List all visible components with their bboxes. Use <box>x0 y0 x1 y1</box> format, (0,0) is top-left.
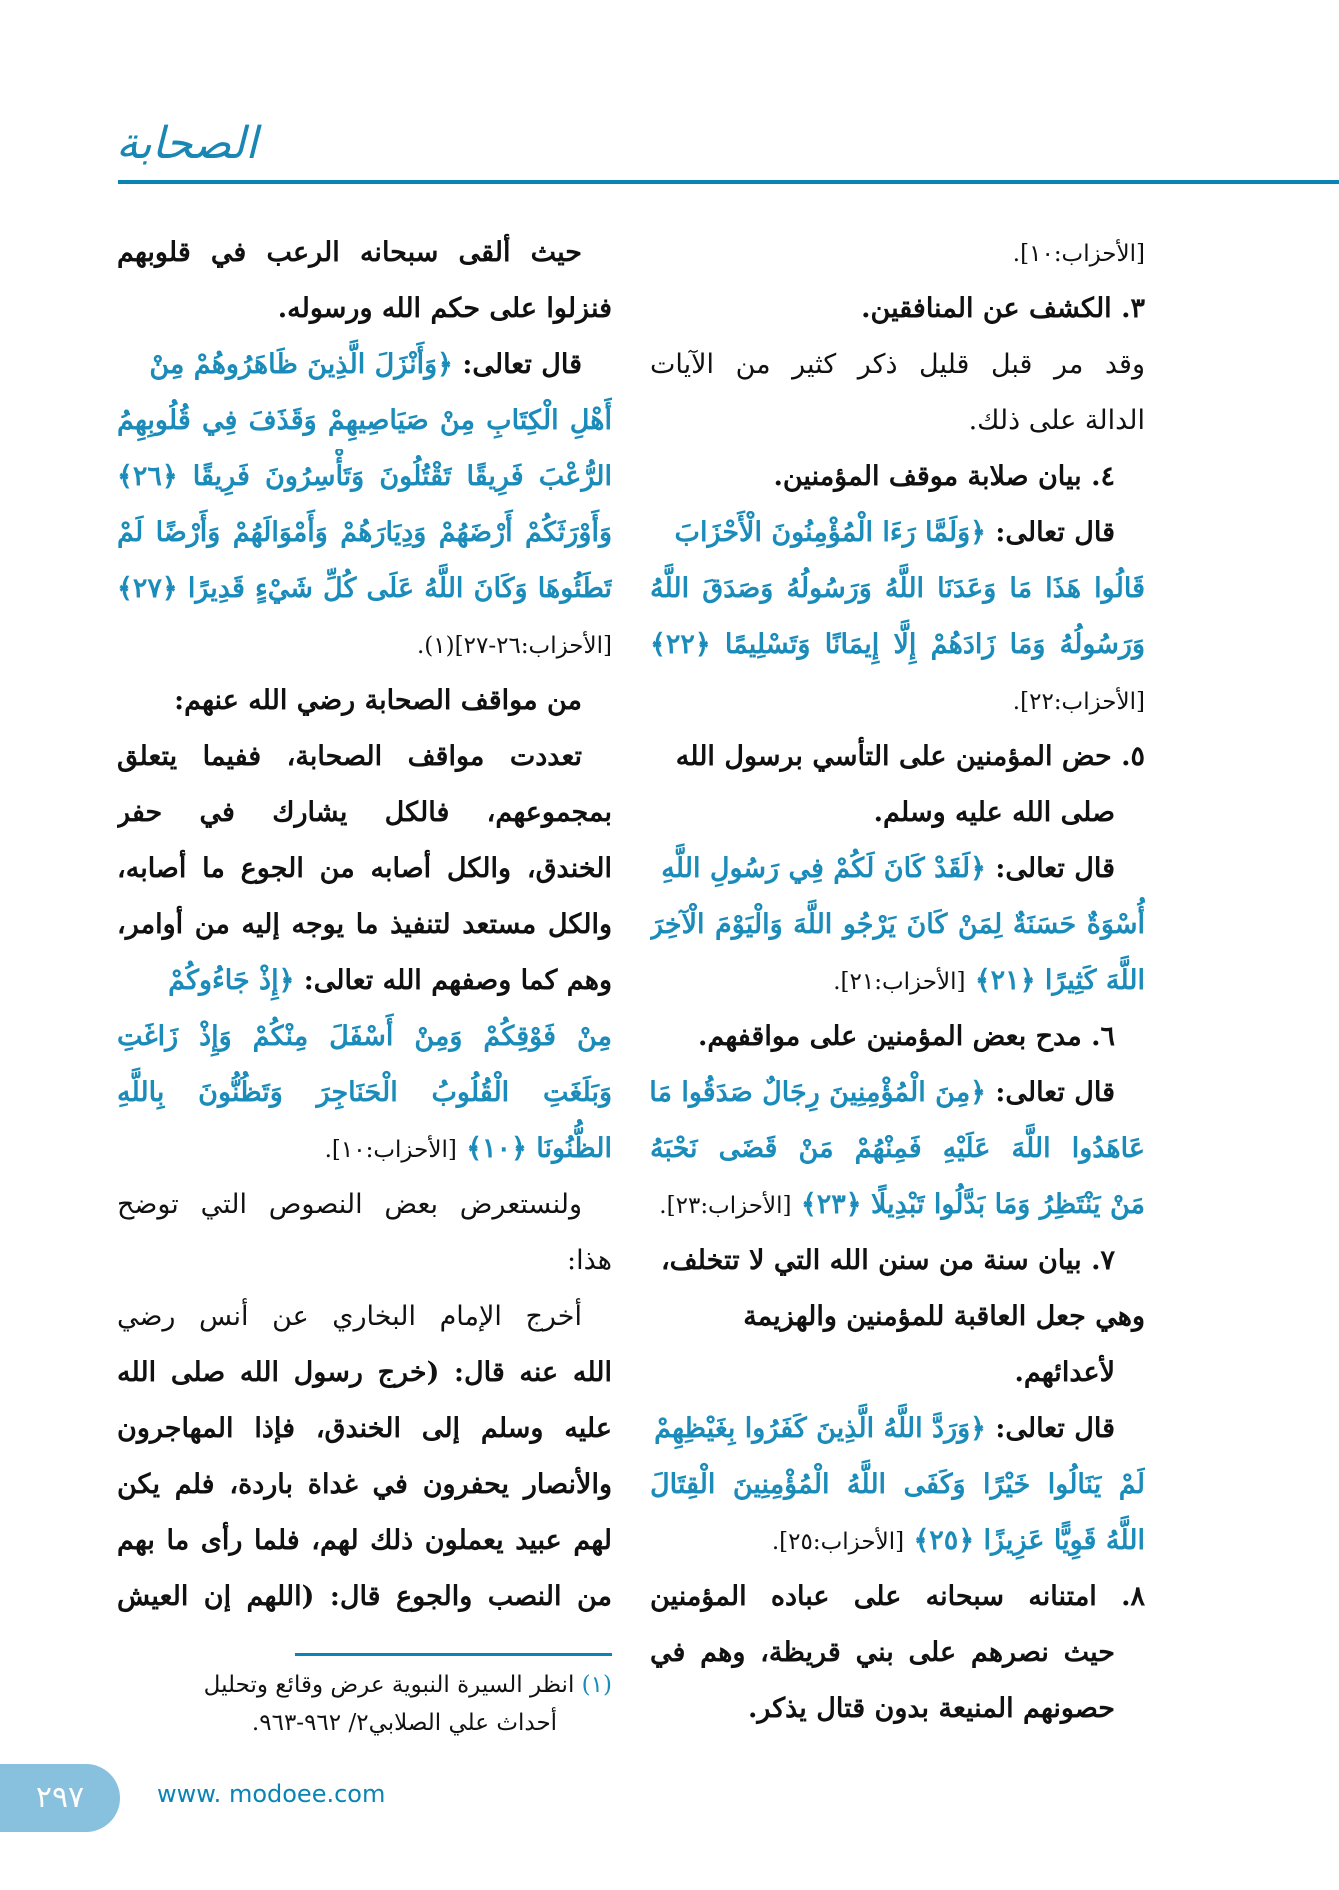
footnote-separator <box>295 1653 612 1656</box>
verse-reference: [الأحزاب:٢٣]. <box>659 1193 792 1219</box>
page-number: ٢٩٧ <box>35 1780 85 1815</box>
body-text: هذا: <box>566 1245 612 1276</box>
text-line <box>117 729 612 785</box>
text-line <box>117 449 612 505</box>
bold-text: ٤. بيان صلابة موقف المؤمنين. <box>773 461 1115 492</box>
body-text: الدالة على ذلك. <box>968 405 1145 436</box>
bold-text: عليه وسلم إلى الخندق، فإذا المهاجرون <box>117 1413 612 1444</box>
bold-text: تعددت مواقف الصحابة، ففيما يتعلق <box>117 741 582 772</box>
text-line <box>117 785 612 841</box>
text-line <box>650 449 1145 505</box>
text-line <box>650 505 1145 561</box>
text-line <box>117 673 612 729</box>
bold-text: وهي جعل العاقبة للمؤمنين والهزيمة <box>743 1301 1145 1332</box>
bold-text: قال تعالى: <box>985 1077 1115 1108</box>
body-text: وقد مر قبل قليل ذكر كثير من الآيات <box>650 349 1145 380</box>
quran-verse: اللَّهَ كَثِيرًا ﴿٢١﴾ <box>965 965 1145 996</box>
quran-verse: اللَّهُ قَوِيًّا عَزِيزًا ﴿٢٥﴾ <box>904 1525 1145 1556</box>
text-line <box>117 1009 612 1065</box>
text-line <box>117 1121 612 1177</box>
quran-verse: مِنْ فَوْقِكُمْ وَمِنْ أَسْفَلَ مِنْكُمْ وَإِذْ زَاغَتِ <box>117 1021 612 1052</box>
text-line <box>650 1681 1145 1737</box>
quran-verse: ﴿مِنَ الْمُؤْمِنِينَ رِجَالٌ صَدَقُوا مَا <box>649 1077 986 1108</box>
body-text: أخرج الإمام البخاري عن أنس رضي <box>117 1301 582 1332</box>
website-link[interactable]: www. modoee.com <box>157 1780 386 1808</box>
right-text-column <box>650 225 1145 1737</box>
text-line <box>650 897 1145 953</box>
text-line <box>117 1345 612 1401</box>
bold-text: قال تعالى: <box>985 517 1115 548</box>
text-line <box>117 841 612 897</box>
verse-reference: [الأحزاب:٢١]. <box>833 969 966 995</box>
quran-verse: أَهْلِ الْكِتَابِ مِنْ صَيَاصِيهِمْ وَقَذَفَ فِي قُلُوبِهِمُ <box>117 405 612 436</box>
footnote-number: (١) <box>581 1672 612 1698</box>
text-line <box>117 393 612 449</box>
text-line <box>650 1009 1145 1065</box>
text-line <box>650 1569 1145 1625</box>
text-line <box>650 225 1145 281</box>
text-line <box>117 617 612 673</box>
verse-reference: [الأحزاب:٢٢]. <box>1012 689 1145 715</box>
bold-text: قال تعالى: <box>452 349 582 380</box>
text-line <box>117 1233 612 1289</box>
verse-reference: [الأحزاب:١٠]. <box>324 1137 457 1163</box>
text-line <box>650 337 1145 393</box>
quran-verse: قَالُوا هَذَا مَا وَعَدَنَا اللَّهُ وَرَسُولُهُ وَصَدَقَ اللَّهُ <box>650 573 1145 604</box>
text-line <box>650 1289 1145 1345</box>
text-line <box>117 953 612 1009</box>
bold-text: حصونهم المنيعة بدون قتال يذكر. <box>747 1693 1115 1724</box>
quran-verse: ﴿وَأَنْزَلَ الَّذِينَ ظَاهَرُوهُمْ مِنْ <box>149 349 453 380</box>
verse-reference: [الأحزاب:٢٦-٢٧](١). <box>416 633 612 659</box>
page-number-badge <box>0 1764 120 1832</box>
bold-text: وهم كما وصفهم الله تعالى: <box>294 965 612 996</box>
text-line <box>650 841 1145 897</box>
text-line <box>117 897 612 953</box>
footnote-text-line2: أحداث علي الصلابي٢/ ٩٦٢-٩٦٣. <box>251 1710 558 1736</box>
header-divider <box>118 180 1339 184</box>
quran-verse: عَاهَدُوا اللَّهَ عَلَيْهِ فَمِنْهُمْ مَنْ قَضَى نَحْبَهُ <box>650 1133 1145 1164</box>
text-line <box>650 729 1145 785</box>
text-line <box>650 1457 1145 1513</box>
left-text-column <box>117 225 612 1625</box>
text-line <box>650 1401 1145 1457</box>
text-line <box>117 1569 612 1625</box>
quran-verse: وَبَلَغَتِ الْقُلُوبُ الْحَنَاجِرَ وَتَظُنُّونَ بِاللَّهِ <box>117 1077 612 1108</box>
bold-text: من مواقف الصحابة رضي الله عنهم: <box>174 685 582 716</box>
verse-reference: [الأحزاب:١٠]. <box>1012 241 1145 267</box>
text-line <box>650 673 1145 729</box>
quran-verse: ﴿وَرَدَّ اللَّهُ الَّذِينَ كَفَرُوا بِغَيْظِهِمْ <box>654 1413 986 1444</box>
text-line <box>650 953 1145 1009</box>
text-line <box>650 393 1145 449</box>
text-line <box>650 1121 1145 1177</box>
text-line <box>650 1065 1145 1121</box>
bold-text: ٥. حض المؤمنين على التأسي برسول الله <box>675 741 1145 772</box>
bold-text: صلى الله عليه وسلم. <box>873 797 1115 828</box>
quran-verse: ﴿لَقَدْ كَانَ لَكُمْ فِي رَسُولِ اللَّهِ <box>661 853 986 884</box>
quran-verse: ﴿وَلَمَّا رَءَا الْمُؤْمِنُونَ الْأَحْزَابَ <box>674 517 986 548</box>
bold-text: بمجموعهم، فالكل يشارك في حفر <box>117 797 612 828</box>
text-line <box>650 617 1145 673</box>
quran-verse: مَنْ يَنْتَظِرُ وَمَا بَدَّلُوا تَبْدِيلًا ﴿٢٣﴾ <box>791 1189 1145 1220</box>
text-line <box>650 1233 1145 1289</box>
bold-text: ٦. مدح بعض المؤمنين على مواقفهم. <box>697 1021 1115 1052</box>
quran-verse: وَأَوْرَثَكُمْ أَرْضَهُمْ وَدِيَارَهُمْ وَأَمْوَالَهُمْ وَأَرْضًا لَمْ <box>117 517 612 548</box>
text-line <box>650 1513 1145 1569</box>
text-line <box>117 281 612 337</box>
text-line <box>117 1177 612 1233</box>
bold-text: لهم عبيد يعملون ذلك لهم، فلما رأى ما بهم <box>117 1525 612 1556</box>
text-line <box>117 561 612 617</box>
bold-text: حيث ألقى سبحانه الرعب في قلوبهم <box>117 237 582 268</box>
text-line <box>117 1513 612 1569</box>
running-header-title: الصحابة <box>116 118 258 169</box>
text-line <box>117 225 612 281</box>
text-line <box>117 1401 612 1457</box>
bold-text: والكل مستعد لتنفيذ ما يوجه إليه من أوامر، <box>117 909 612 940</box>
bold-text: حيث نصرهم على بني قريظة، وهم في <box>650 1637 1115 1668</box>
footnote <box>117 1666 612 1742</box>
quran-verse: وَرَسُولُهُ وَمَا زَادَهُمْ إِلَّا إِيمَانًا وَتَسْلِيمًا ﴿٢٢﴾ <box>650 629 1145 660</box>
footnote-text-line1: انظر السيرة النبوية عرض وقائع وتحليل <box>203 1672 575 1698</box>
bold-text: ٨. امتنانه سبحانه على عباده المؤمنين <box>650 1581 1145 1612</box>
bold-text: لأعدائهم. <box>1014 1357 1115 1388</box>
quran-verse: تَطَئُوهَا وَكَانَ اللَّهُ عَلَى كُلِّ شَيْءٍ قَدِيرًا ﴿٢٧﴾ <box>117 573 612 604</box>
text-line <box>650 1177 1145 1233</box>
bold-text: قال تعالى: <box>985 1413 1115 1444</box>
text-line <box>650 1625 1145 1681</box>
text-line <box>650 1345 1145 1401</box>
bold-text: قال تعالى: <box>985 853 1115 884</box>
text-line <box>117 505 612 561</box>
bold-text: من النصب والجوع قال: (اللهم إن العيش <box>117 1581 612 1612</box>
text-line <box>650 281 1145 337</box>
text-line <box>650 785 1145 841</box>
quran-verse: ﴿إِذْ جَاءُوكُمْ <box>168 965 295 996</box>
text-line <box>650 561 1145 617</box>
bold-text: الخندق، والكل أصابه من الجوع ما أصابه، <box>117 853 612 884</box>
text-line <box>117 1457 612 1513</box>
bold-text: الله عنه قال: (خرج رسول الله صلى الله <box>117 1357 612 1388</box>
quran-verse: الرُّعْبَ فَرِيقًا تَقْتُلُونَ وَتَأْسِرُونَ فَرِيقًا ﴿٢٦﴾ <box>117 461 612 492</box>
text-line <box>117 337 612 393</box>
bold-text: فنزلوا على حكم الله ورسوله. <box>277 293 612 324</box>
bold-text: ٣. الكشف عن المنافقين. <box>861 293 1145 324</box>
bold-text: ٧. بيان سنة من سنن الله التي لا تتخلف، <box>660 1245 1115 1276</box>
bold-text: والأنصار يحفرون في غداة باردة، فلم يكن <box>117 1469 612 1500</box>
verse-reference: [الأحزاب:٢٥]. <box>771 1529 905 1555</box>
quran-verse: لَمْ يَنَالُوا خَيْرًا وَكَفَى اللَّهُ الْمُؤْمِنِينَ الْقِتَالَ <box>650 1469 1145 1500</box>
body-text: ولنستعرض بعض النصوص التي توضح <box>117 1189 582 1220</box>
text-line <box>117 1289 612 1345</box>
quran-verse: أُسْوَةٌ حَسَنَةٌ لِمَنْ كَانَ يَرْجُو اللَّهَ وَالْيَوْمَ الْآخِرَ <box>650 909 1145 940</box>
quran-verse: الظُّنُونَا ﴿١٠﴾ <box>456 1133 612 1164</box>
text-line <box>117 1065 612 1121</box>
